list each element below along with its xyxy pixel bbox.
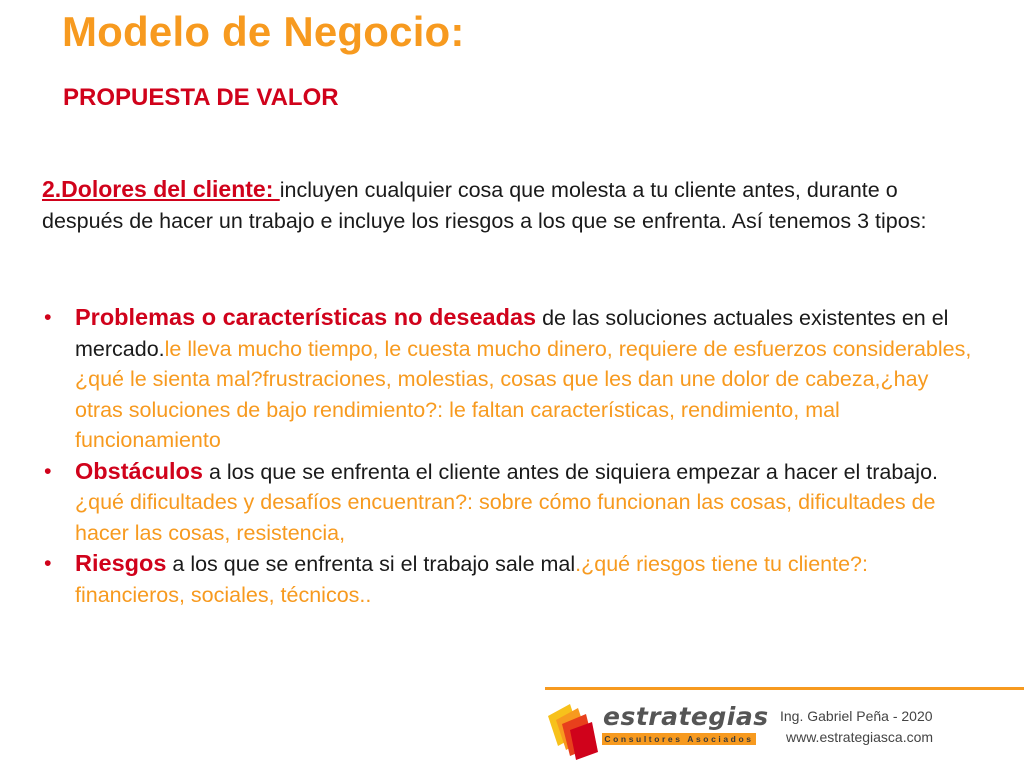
logo-wordmark: estrategias [603, 702, 769, 731]
bullet-text: de las soluciones actuales existentes en el mercado. [75, 306, 949, 361]
footer-divider [545, 687, 1024, 690]
bullet-heading: Obstáculos [75, 457, 203, 484]
intro-lead: 2.Dolores del cliente: [42, 176, 280, 202]
bullet-icon: • [44, 305, 52, 329]
intro-paragraph [42, 174, 972, 236]
slide-subtitle: PROPUESTA DE VALOR [63, 84, 339, 111]
footer-author: Ing. Gabriel Peña - 2020 [780, 708, 933, 724]
intro-text: incluyen cualquier cosa que molesta a tu cliente antes, durante o después de hacer un trabajo e incluye los riesgos a los que se enfrenta. Así tenemos 3 tipos: [42, 178, 927, 233]
bullet-examples: ¿qué dificultades y desafíos encuentran?: sobre cómo funcionan las cosas, dificultades de hacer las cosas, resistencia, [75, 490, 936, 545]
list-item-obstaculos [42, 456, 982, 549]
bullet-icon: • [44, 458, 52, 483]
logo-tagline: Consultores Asociados [602, 733, 756, 745]
bullet-text: a los que se enfrenta si el trabajo sale mal [166, 552, 576, 576]
slide-title: Modelo de Negocio: [62, 8, 465, 55]
list-item-riesgos [42, 548, 982, 610]
bullet-examples: le lleva mucho tiempo, le cuesta mucho dinero, requiere de esfuerzos considerables, ¿qué le sienta mal?frustraciones, molestias, cosas que les dan une dolor de cabeza,¿hay otras soluciones de bajo rendimiento?: le faltan características, rendimiento, mal funcionamiento [75, 336, 972, 452]
bullet-icon: • [44, 551, 52, 575]
footer-website-link[interactable]: www.estrategiasca.com [786, 729, 934, 745]
bullet-text: a los que se enfrenta el cliente antes de siquiera empezar a hacer el trabajo. [202, 459, 939, 484]
bullet-heading: Riesgos [75, 550, 167, 576]
pain-types-list [42, 302, 982, 610]
bullet-heading: Problemas o características no deseadas [75, 304, 537, 330]
bullet-examples: .¿qué riesgos tiene tu cliente?: financieros, sociales, técnicos.. [75, 552, 868, 607]
list-item-problemas [42, 302, 982, 456]
